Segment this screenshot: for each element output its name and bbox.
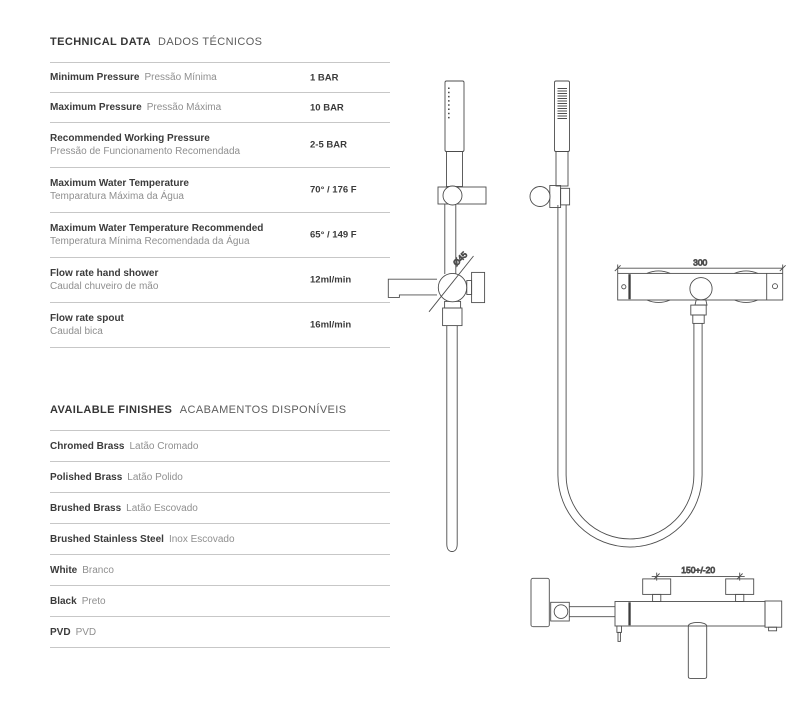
row-label-en: Brushed Brass — [50, 502, 122, 514]
row-label-en: PVD — [50, 626, 71, 638]
valve-body — [438, 273, 466, 301]
inlet-distance-dimension: 150+/-20 — [681, 565, 716, 576]
row-label-en: Maximum Water Temperature Recommended — [50, 223, 264, 234]
valve-diameter-dimension: Ø45 — [450, 249, 470, 268]
row-label-pt: Pressão de Funcionamento Recomendada — [50, 146, 241, 157]
row-value: 65° / 149 F — [310, 229, 357, 241]
row-label-pt: Temparatura Máxima da Água — [50, 191, 184, 202]
handle-knob — [643, 579, 671, 595]
row-value: 12ml/min — [310, 274, 352, 286]
section-title-pt: DADOS TÉCNICOS — [158, 36, 263, 48]
mixer-body — [615, 602, 765, 627]
screw-hole — [622, 285, 626, 289]
row-label-pt: Caudal bica — [50, 326, 103, 337]
row-value: 1 BAR — [310, 72, 339, 83]
outlet-knob — [690, 278, 712, 300]
row-label-pt: Latão Escovado — [126, 502, 198, 514]
screw-hole — [773, 284, 778, 289]
row-label-en: Maximum Water Temperature — [50, 178, 189, 189]
connecting-tube — [569, 607, 615, 617]
spray-face-grid — [558, 89, 568, 119]
row-label-pt: Inox Escovado — [168, 533, 235, 545]
end-cap — [765, 601, 782, 627]
hose-loop — [558, 205, 702, 547]
hose-front — [447, 326, 457, 552]
row-label-pt: Latão Cromado — [129, 440, 199, 452]
row-label-en: Chromed Brass — [50, 440, 125, 452]
diverter-lever — [617, 626, 622, 632]
row-label-en: Polished Brass — [50, 471, 123, 483]
row-label-pt: Pressão Mínima — [144, 72, 217, 83]
shower-set-front-view-drawing — [388, 81, 486, 552]
hand-shower-hanging — [531, 578, 549, 626]
spout — [388, 279, 437, 297]
section-title-en: AVAILABLE FINISHES — [50, 404, 173, 416]
mixer-side-view-drawing — [531, 565, 782, 678]
hand-shower-side-view-drawing — [530, 81, 702, 547]
row-label-pt: Pressão Máxima — [146, 102, 222, 113]
row-label-en: Black — [50, 595, 77, 607]
valve-handle — [472, 272, 485, 302]
bar-mixer-top-view-drawing — [615, 258, 786, 324]
row-label-en: Maximum Pressure — [50, 102, 142, 113]
row-value: 2-5 BAR — [310, 139, 347, 151]
row-label-pt: PVD — [75, 626, 97, 638]
section-title-pt: ACABAMENTOS DISPONÍVEIS — [179, 404, 347, 416]
spout-down — [688, 622, 706, 678]
handle-knob — [726, 579, 754, 595]
section-title-en: TECHNICAL DATA — [50, 36, 151, 48]
row-label-pt: Temperatura Mínima Recomendada da Água — [50, 236, 250, 247]
row-label-pt: Latão Polido — [127, 471, 183, 483]
bar-width-dimension: 300 — [693, 257, 708, 268]
row-label-pt: Caudal chuveiro de mão — [50, 281, 159, 292]
row-value: 10 BAR — [310, 102, 344, 113]
row-label-en: Flow rate spout — [50, 313, 124, 324]
wall-holder — [550, 186, 561, 208]
row-label-en: Flow rate hand shower — [50, 268, 159, 279]
row-label-en: Minimum Pressure — [50, 72, 140, 83]
row-value: 16ml/min — [310, 319, 352, 331]
row-label-pt: Branco — [82, 564, 114, 576]
row-label-pt: Preto — [81, 595, 106, 607]
row-value: 70° / 176 F — [310, 184, 357, 196]
row-label-en: White — [50, 564, 78, 576]
row-label-en: Brushed Stainless Steel — [50, 533, 164, 545]
row-label-en: Recommended Working Pressure — [50, 133, 210, 144]
